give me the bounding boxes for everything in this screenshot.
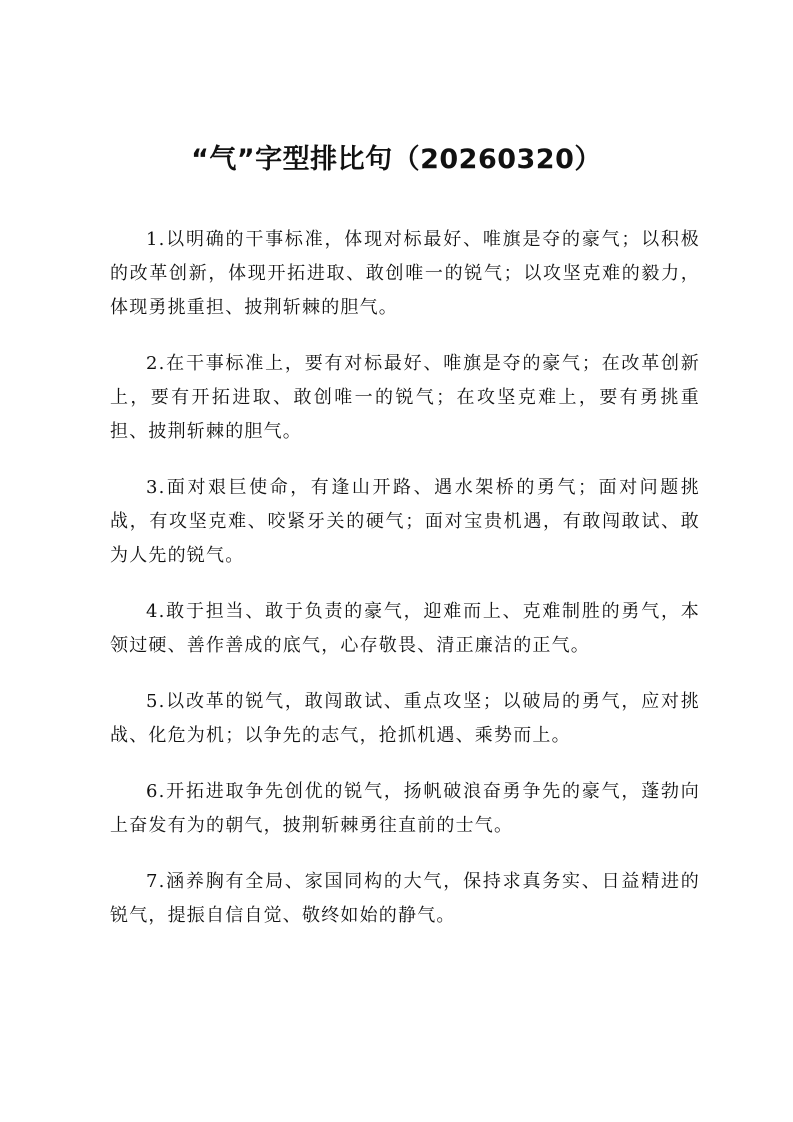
paragraph-2: 2.在干事标准上，要有对标最好、唯旗是夺的豪气；在改革创新上，要有开拓进取、敢创唯一的锐气；在攻坚克难上，要有勇挑重担、披荆斩棘的胆气。 [110, 353, 700, 442]
paragraph-6: 6.开拓进取争先创优的锐气，扬帆破浪奋勇争先的豪气，蓬勃向上奋发有为的朝气，披荆斩棘勇往直前的士气。 [110, 781, 700, 836]
paragraph-1: 1.以明确的干事标准，体现对标最好、唯旗是夺的豪气；以积极的改革创新，体现开拓进取、敢创唯一的锐气；以攻坚克难的毅力，体现勇挑重担、披荆斩棘的胆气。 [110, 229, 700, 318]
paragraph-4: 4.敢于担当、敢于负责的豪气，迎难而上、克难制胜的勇气，本领过硬、善作善成的底气，心存敬畏、清正廉洁的正气。 [110, 601, 700, 656]
paragraph-3: 3.面对艰巨使命，有逢山开路、遇水架桥的勇气；面对问题挑战，有攻坚克难、咬紧牙关的硬气；面对宝贵机遇，有敢闯敢试、敢为人先的锐气。 [110, 477, 700, 566]
paragraph-5: 5.以改革的锐气，敢闯敢试、重点攻坚；以破局的勇气，应对挑战、化危为机；以争先的志气，抢抓机遇、乘势而上。 [110, 691, 700, 746]
paragraph-7: 7.涵养胸有全局、家国同构的大气，保持求真务实、日益精进的锐气，提振自信自觉、敬终如始的静气。 [110, 871, 700, 926]
document-body [110, 223, 700, 955]
document-title: “气”字型排比句（20260320） [191, 144, 602, 175]
